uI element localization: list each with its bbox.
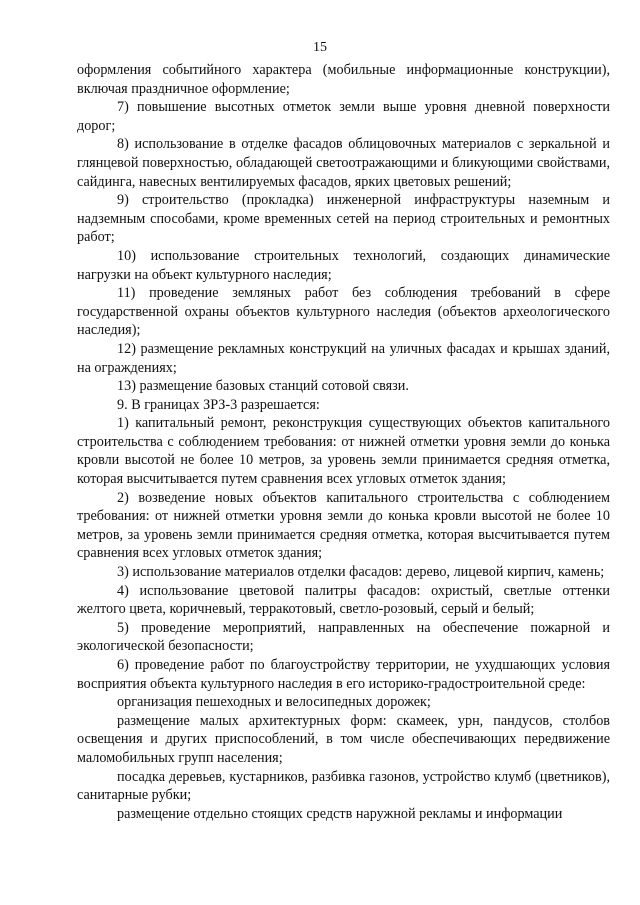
- page-number: 15: [313, 40, 327, 55]
- paragraph: 9. В границах ЗРЗ-3 разрешается:: [117, 396, 320, 413]
- paragraph: 10) использование строительных технологий, создающих динамические нагрузки на объект культурного наследия;: [77, 247, 610, 283]
- paragraph: 11) проведение земляных работ без соблюдения требований в сфере государственной охраны объектов культурного наследия (объектов археологического наследия);: [77, 285, 610, 339]
- paragraph: 7) повышение высотных отметок земли выше уровня дневной поверхности дорог;: [77, 99, 610, 134]
- paragraph: организация пешеходных и велосипедных дорожек;: [117, 694, 431, 711]
- paragraph: посадка деревьев, кустарников, разбивка газонов, устройство клумб (цветников), санитарные рубки;: [77, 768, 610, 804]
- paragraph: 8) использование в отделке фасадов облицовочных материалов с зеркальной и глянцевой поверхностью, обладающей светоотражающими и бликующими свойствами, сайдинга, навесных вентилируемых фасадов, ярких цветовых решений;: [77, 136, 610, 190]
- paragraph: 13) размещение базовых станций сотовой связи.: [117, 378, 409, 395]
- paragraph: 12) размещение рекламных конструкций на уличных фасадах и крышах зданий, на ограждениях;: [77, 340, 610, 376]
- paragraph: 3) использование материалов отделки фасадов: дерево, лицевой кирпич, камень;: [117, 564, 605, 581]
- paragraph: 2) возведение новых объектов капитального строительства с соблюдением требования: от нижней отметки уровня земли до конька кровли высотой не более 10 метров, за уровень земли принимается средняя отметка, которая высчитывается путем сравнения всех угловых отметок здания;: [77, 489, 610, 562]
- paragraph: размещение отдельно стоящих средств наружной рекламы и информации: [117, 805, 563, 822]
- paragraph: 4) использование цветовой палитры фасадов: охристый, светлые оттенки желтого цвета, коричневый, терракотовый, светло-розовый, серый и белый;: [77, 582, 610, 618]
- paragraph: 9) строительство (прокладка) инженерной инфраструктуры наземным и надземным способами, кроме временных сетей на период строительных и ремонтных работ;: [77, 192, 610, 246]
- paragraph: 6) проведение работ по благоустройству территории, не ухудшающих условия восприятия объекта культурного наследия в его историко-градостроительной среде:: [77, 657, 610, 692]
- paragraph: размещение малых архитектурных форм: скамеек, урн, пандусов, столбов освещения и других приспособлений, в том числе обеспечивающих передвижение маломобильных групп населения;: [77, 712, 610, 766]
- paragraph: оформления событийного характера (мобильные информационные конструкции), включая праздничное оформление;: [77, 62, 610, 97]
- paragraph: 5) проведение мероприятий, направленных на обеспечение пожарной и экологической безопасности;: [77, 619, 610, 655]
- document-body: [77, 61, 610, 823]
- paragraph: 1) капитальный ремонт, реконструкция существующих объектов капитального строительства с соблюдением требования: от нижней отметки уровня земли до конька кровли высотой не более 10 метров, за уровень земли принимается средняя отметка, которая высчитывается путем сравнения всех угловых отметок здания;: [77, 415, 610, 488]
